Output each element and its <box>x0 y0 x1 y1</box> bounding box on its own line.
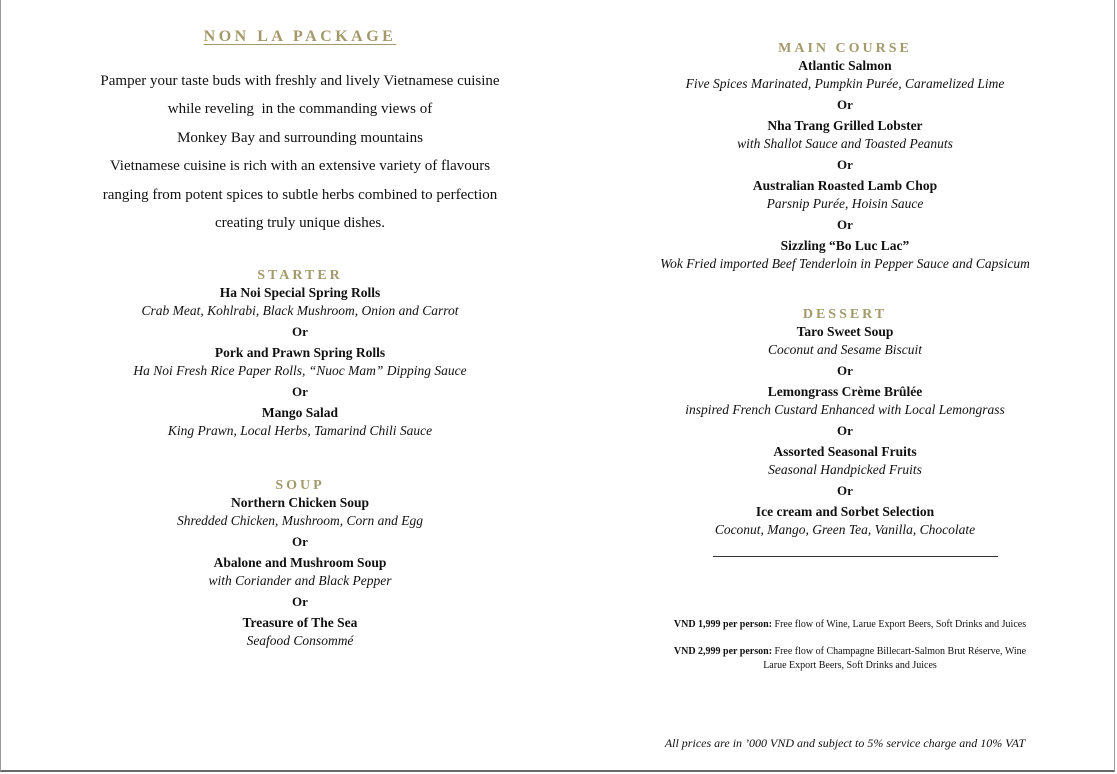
intro-line: while reveling in the commanding views of <box>167 101 433 118</box>
starter-section <box>60 267 540 440</box>
intro-line: Pamper your taste buds with freshly and lively Vietnamese cuisine <box>100 73 500 89</box>
footer-note: All prices are in ’000 VND and subject to 5% service charge and 10% VAT <box>664 736 1026 750</box>
dish-description: with Coriander and Black Pepper <box>208 573 392 588</box>
dish-name: Mango Salad <box>261 405 339 420</box>
main-course-section <box>610 40 1080 273</box>
dish-name: Abalone and Mushroom Soup <box>213 555 387 570</box>
or-separator: Or <box>837 363 853 378</box>
intro-line: Monkey Bay and surrounding mountains <box>177 129 423 146</box>
section-title-main-course: MAIN COURSE <box>778 41 912 56</box>
section-title-dessert: DESSERT <box>802 307 888 322</box>
intro-line: ranging from potent spices to subtle herbs combined to perfection <box>102 186 498 203</box>
dish-name: Ice cream and Sorbet Selection <box>755 504 935 519</box>
section-title-soup: SOUP <box>275 478 325 493</box>
dish-description: Coconut, Mango, Green Tea, Vanilla, Chocolate <box>714 522 976 537</box>
or-separator: Or <box>292 534 308 549</box>
dish-name: Australian Roasted Lamb Chop <box>752 178 938 193</box>
dish-description: Coconut and Sesame Biscuit <box>767 342 923 357</box>
price-text-line2: Larue Export Beers, Soft Drinks and Juices <box>763 660 937 671</box>
dish-name: Atlantic Salmon <box>798 58 892 73</box>
dish-name: Lemongrass Crème Brûlée <box>767 384 923 399</box>
price-option <box>630 618 1070 632</box>
intro-line: creating truly unique dishes. <box>215 215 385 232</box>
or-separator: Or <box>837 423 853 438</box>
dish-name: Treasure of The Sea <box>242 615 358 630</box>
or-separator: Or <box>837 217 853 232</box>
or-separator: Or <box>837 483 853 498</box>
dish-description: Ha Noi Fresh Rice Paper Rolls, “Nuoc Mam” Dipping Sauce <box>133 363 467 378</box>
price-text: Free flow of Wine, Larue Export Beers, Soft Drinks and Juices <box>772 619 1027 630</box>
dish-name: Taro Sweet Soup <box>796 324 894 339</box>
or-separator: Or <box>292 384 308 399</box>
price-label: VND 2,999 per person: <box>673 646 773 657</box>
dish-name: Sizzling “Bo Luc Lac” <box>780 238 910 253</box>
dish-description: inspired French Custard Enhanced with Local Lemongrass <box>685 402 1005 417</box>
dish-description: Crab Meat, Kohlrabi, Black Mushroom, Onion and Carrot <box>141 303 459 318</box>
dish-name: Assorted Seasonal Fruits <box>773 444 917 459</box>
package-title: NON LA PACKAGE <box>203 28 397 45</box>
dish-description: Five Spices Marinated, Pumpkin Purée, Caramelized Lime <box>685 76 1005 91</box>
intro-line: Vietnamese cuisine is rich with an extensive variety of flavours <box>109 158 491 175</box>
dish-name: Ha Noi Special Spring Rolls <box>219 285 381 300</box>
dish-description: Wok Fried imported Beef Tenderloin in Pepper Sauce and Capsicum <box>660 256 1030 271</box>
price-text: Free flow of Champagne Billecart-Salmon Brut Réserve, Wine <box>772 646 1027 657</box>
dish-description: King Prawn, Local Herbs, Tamarind Chili Sauce <box>167 423 433 438</box>
dish-name: Pork and Prawn Spring Rolls <box>214 345 386 360</box>
intro-text <box>60 67 540 237</box>
soup-section <box>60 477 540 650</box>
or-separator: Or <box>292 594 308 609</box>
or-separator: Or <box>837 157 853 172</box>
section-title-starter: STARTER <box>257 268 343 283</box>
dish-description: with Shallot Sauce and Toasted Peanuts <box>737 136 953 151</box>
or-separator: Or <box>292 324 308 339</box>
price-label: VND 1,999 per person: <box>673 619 773 630</box>
dish-description: Seafood Consommé <box>246 633 354 648</box>
dessert-section <box>610 306 1080 539</box>
divider-line <box>713 556 998 557</box>
dish-description: Shredded Chicken, Mushroom, Corn and Egg <box>176 513 424 528</box>
dish-name: Nha Trang Grilled Lobster <box>767 118 923 133</box>
dish-name: Northern Chicken Soup <box>230 495 370 510</box>
dish-description: Parsnip Purée, Hoisin Sauce <box>766 196 924 211</box>
or-separator: Or <box>837 97 853 112</box>
dish-description: Seasonal Handpicked Fruits <box>768 462 922 477</box>
price-option <box>630 645 1070 673</box>
